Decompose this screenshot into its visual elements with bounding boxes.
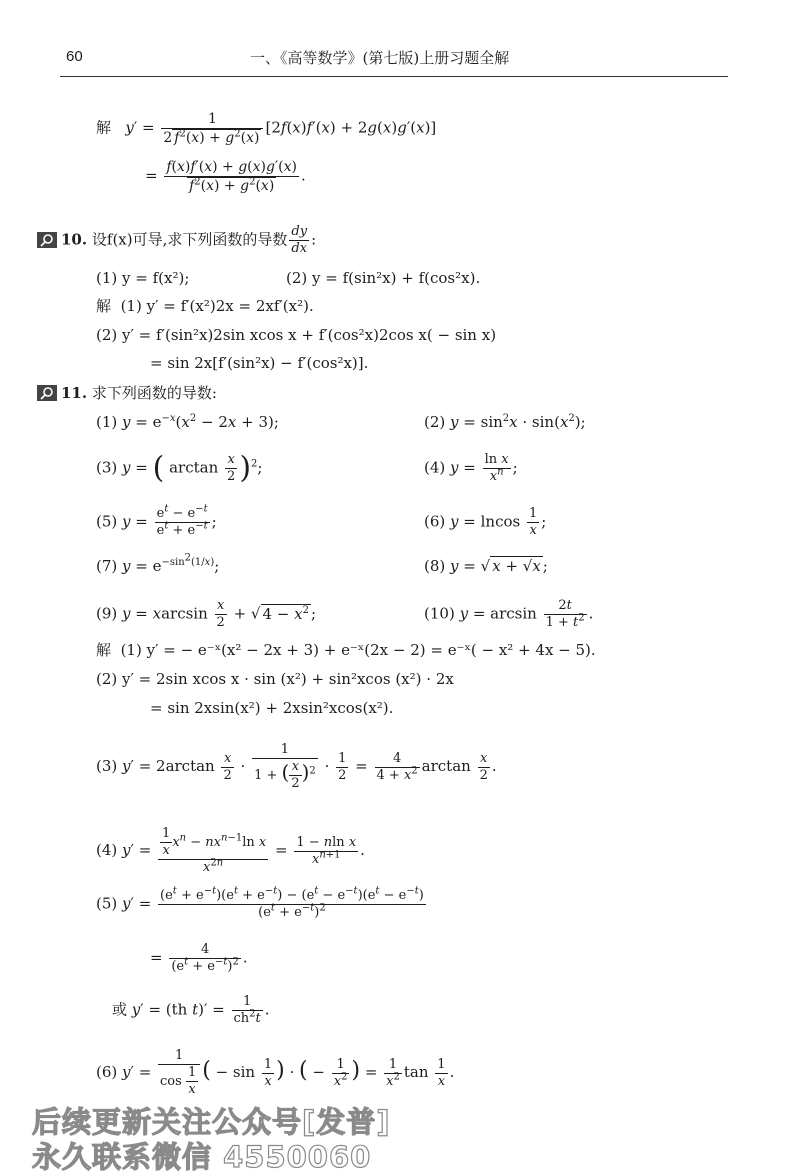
problem11-part7: (7) $y = e^{-sin^2(1/x)}$; [96,552,220,575]
prev-solution-line2: = $\frac{f(x)f'(x) + g(x)g'(x)}{f^2(x) + g^2(x)}$ . [145,159,306,194]
problem11-part1: (1) $y = e^{-x}(x^2 - 2x + 3)$; [96,413,279,431]
problem11-part2: (2) $y = \sin^2x \cdot \sin(x^2)$; [424,413,586,431]
problem11-solution4: (4) y′ = $\frac{1}{x}$ $x^n - nx^{n-1}\ln$ x $x^{2n}$ = $\frac{\text{1 − nln x}}{x^{n+1}}$ . [96,826,365,875]
running-header-title: 一、《高等数学》(第七版)上册习题全解 [250,49,510,67]
watermark-line1: 后续更新关注公众号[发普] [32,1105,391,1139]
solution-label: 解 [96,118,112,137]
page-number: 60 [66,48,83,65]
problem11-part3: (3) y = ( arctan $\frac{x}{2}$ )$^2$; [96,450,263,486]
problem10-solution1: 解 (1) y′ = f′(x²)2x = 2xf′(x²). [96,297,314,315]
problem11-part4: (4) y = $\frac{\text{ln x}}{x^n}$ ; [424,452,518,484]
problem11-part6: (6) y = lncos $\frac{1}{x}$ ; [424,506,547,538]
problem11-solution6: (6) y′ = 1 cos $\frac{1}{x}$ ( − sin $\frac{1}{x}$ ) · ( − $\frac{1}{x^2}$ ) = $\frac{1}{x^2}$ tan $\frac{1}{x}$ . [96,1048,455,1097]
problem10-solution2-line1: (2) y′ = f′(sin²x)2sin xcos x + f′(cos²x)2cos x( − sin x) [96,326,497,344]
problem10-number: 10. [61,230,88,249]
prev-solution-line1: 解 y′ = $\frac{1}{2 f^2(x) + g^2(x)}$ [2f(x)f′(x) + 2g(x)g′(x)] [96,111,437,146]
problem11-text: 求下列函数的导数: [91,384,217,402]
problem11-solution2-line1: (2) y′ = 2sin xcos x · sin (x²) + sin²xcos (x²) · 2x [96,670,454,688]
problem11-solution2-line2: = sin 2xsin(x²) + 2xsin²xcos(x²). [150,699,394,717]
problem11-part8: (8) y = √ x + √x ; [424,557,548,575]
problem11-solution3: (3) y′ = 2arctan $\frac{x}{2}$ · 1 1 + ( $\frac{x}{2}$ )$^2$ · $\frac{1}{2}$ = $\frac{4}{4 + x^2}$ arctan $\frac{x}{2}$ . [96,742,497,791]
problem11-solution1: 解 (1) y′ = − e⁻ˣ(x² − 2x + 3) + e⁻ˣ(2x − 2) = e⁻ˣ( − x² + 4x − 5). [96,641,596,659]
problem11-solution5-line2: = $\frac{4}{(e^t + e^{-t})^2}$ . [150,942,248,974]
magnifier-icon [37,385,57,401]
problem10-part1: (1) y = f(x²); [96,269,190,287]
magnifier-icon [37,232,57,248]
problem11-part10: (10) y = arcsin $\frac{2t}{1 + t^2}$ . [424,598,594,630]
problem10-solution2-line2: = sin 2x[f′(sin²x) − f′(cos²x)]. [150,354,369,372]
problem10-text: 设f(x)可导,求下列函数的导数 [91,230,288,249]
problem11-solution5-alt: 或 y′ = (th t)′ = $\frac{1}{ch^2t}$ . [112,994,270,1026]
problem11-part5: (5) y = $\frac{e^t - e^{-t}}{e^t + e^{-t}}$ ; [96,503,217,538]
problem11-number: 11. [61,384,88,402]
problem10-statement: 10. 设f(x)可导,求下列函数的导数 $\frac{dy}{dx}$ : [37,224,316,257]
problem11-solution5-line1: (5) y′ = $\frac{(e^t + e^{-t})(e^t + e^{-t}) - (e^t - e^{-t})(e^t - e^{-t})}{(e^t + e^{-t})^2}$ [96,885,424,920]
problem11-part9: (9) y = xarcsin $\frac{x}{2}$ + √ $4 - x^2$ ; [96,598,317,630]
problem11-statement [37,383,217,403]
watermark-line2: 永久联系微信 4550060 [32,1140,372,1174]
problem10-part2: (2) y = f(sin²x) + f(cos²x). [286,269,481,287]
header-rule [60,76,728,77]
